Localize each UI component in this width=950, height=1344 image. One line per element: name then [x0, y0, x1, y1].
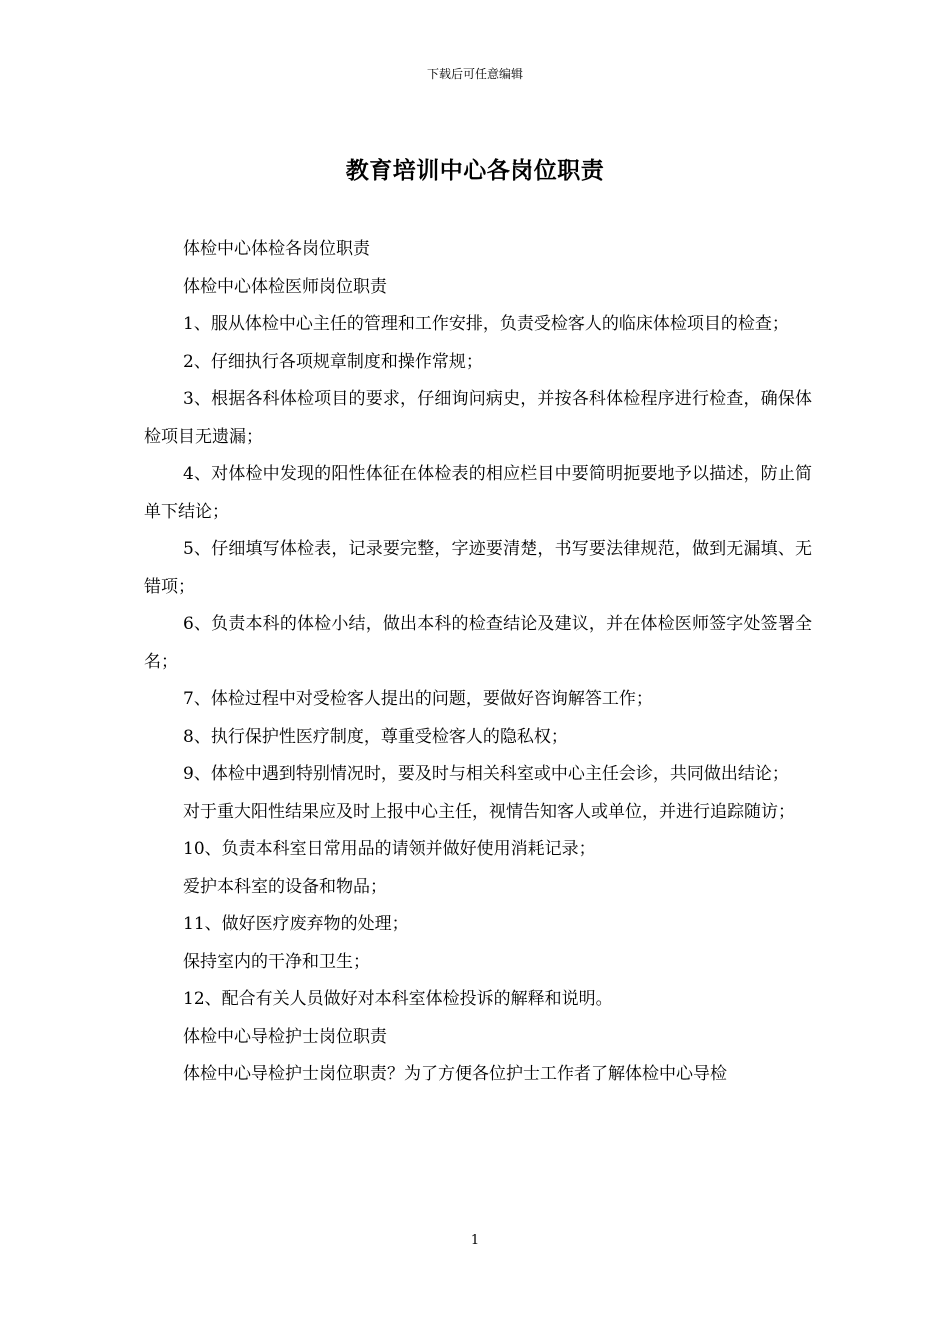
list-item: 对于重大阳性结果应及时上报中心主任，视情告知客人或单位，并进行追踪随访； [183, 801, 795, 822]
document-title: 教育培训中心各岗位职责 [345, 157, 605, 184]
document-body [144, 231, 812, 1094]
page-header-note: 下载后可任意编辑 [426, 67, 523, 81]
subsection-heading: 体检中心导检护士岗位职责 [183, 1026, 387, 1047]
list-item: 3、根据各科体检项目的要求，仔细询问病史，并按各科体检程序进行检查，确保体检项目无遗漏； [144, 389, 812, 447]
list-item: 10、负责本科室日常用品的请领并做好使用消耗记录； [183, 839, 596, 859]
list-item: 1、服从体检中心主任的管理和工作安排，负责受检客人的临床体检项目的检查； [183, 314, 789, 334]
subsection-heading: 体检中心体检医师岗位职责 [183, 276, 387, 297]
list-item: 12、配合有关人员做好对本科室体检投诉的解释和说明。 [183, 989, 613, 1009]
list-item: 爱护本科室的设备和物品； [183, 876, 387, 897]
list-item: 4、对体检中发现的阳性体征在体检表的相应栏目中要简明扼要地予以描述，防止简单下结论； [144, 464, 812, 522]
list-item: 5、仔细填写体检表，记录要完整，字迹要清楚，书写要法律规范，做到无漏填、无错项； [144, 539, 812, 597]
list-item: 2、仔细执行各项规章制度和操作常规； [183, 351, 483, 372]
list-item: 保持室内的干净和卫生； [183, 951, 370, 972]
page-number: 1 [470, 1233, 480, 1248]
list-item: 9、体检中遇到特别情况时，要及时与相关科室或中心主任会诊，共同做出结论； [183, 764, 789, 784]
body-paragraph: 体检中心导检护士岗位职责？为了方便各位护士工作者了解体检中心导检 [183, 1064, 727, 1084]
list-item: 7、体检过程中对受检客人提出的问题，要做好咨询解答工作； [183, 689, 653, 709]
section-heading: 体检中心体检各岗位职责 [183, 239, 370, 259]
list-item: 8、执行保护性医疗制度，尊重受检客人的隐私权； [183, 726, 568, 747]
list-item: 11、做好医疗废弃物的处理； [183, 914, 409, 934]
list-item: 6、负责本科的体检小结，做出本科的检查结论及建议，并在体检医师签字处签署全名； [144, 614, 812, 672]
